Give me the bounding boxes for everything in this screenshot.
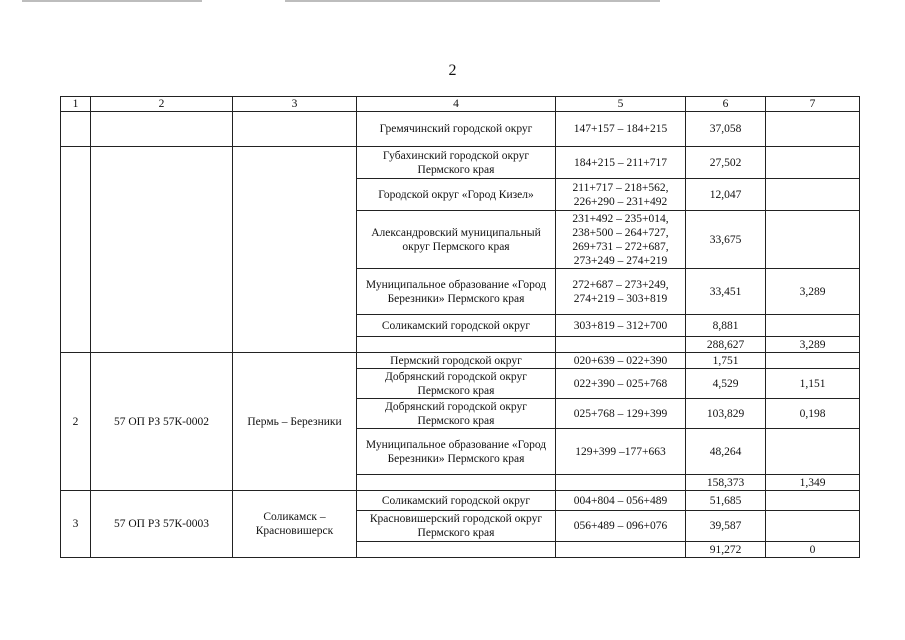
km-range-cell: 211+717 – 218+562, 226+290 – 231+492 [556, 179, 686, 211]
km-range-cell: 184+215 – 211+717 [556, 147, 686, 179]
number-cell [61, 147, 91, 353]
extra-length-cell [766, 112, 860, 147]
km-range-cell [556, 337, 686, 353]
length-cell: 39,587 [686, 511, 766, 542]
header-cell: 5 [556, 97, 686, 112]
km-range-cell: 272+687 – 273+249, 274+219 – 303+819 [556, 269, 686, 315]
scan-top-line-left [22, 0, 202, 2]
district-cell: Муниципальное образование «Город Березники» Пермского края [357, 269, 556, 315]
table-row [61, 491, 860, 511]
district-cell [357, 475, 556, 491]
length-cell: 1,751 [686, 353, 766, 369]
road-code-cell: 57 ОП РЗ 57К-0002 [91, 353, 233, 491]
road-code-cell [91, 112, 233, 147]
header-cell: 3 [233, 97, 357, 112]
length-cell: 27,502 [686, 147, 766, 179]
extra-length-cell [766, 491, 860, 511]
extra-length-cell [766, 429, 860, 475]
km-range-cell [556, 542, 686, 558]
extra-length-cell [766, 211, 860, 269]
road-name-cell [233, 147, 357, 353]
length-cell: 33,451 [686, 269, 766, 315]
subtotal-length-cell: 288,627 [686, 337, 766, 353]
header-cell: 6 [686, 97, 766, 112]
road-code-cell: 57 ОП РЗ 57К-0003 [91, 491, 233, 558]
extra-length-cell [766, 147, 860, 179]
road-code-cell [91, 147, 233, 353]
length-cell: 8,881 [686, 315, 766, 337]
district-cell: Добрянский городской округ Пермского края [357, 369, 556, 399]
km-range-cell [556, 475, 686, 491]
district-cell: Александровский муниципальный округ Пермского края [357, 211, 556, 269]
length-cell: 37,058 [686, 112, 766, 147]
road-table [60, 96, 860, 558]
road-name-cell: Соликамск – Красновишерск [233, 491, 357, 558]
km-range-cell: 129+399 –177+663 [556, 429, 686, 475]
number-cell [61, 112, 91, 147]
km-range-cell: 025+768 – 129+399 [556, 399, 686, 429]
km-range-cell: 303+819 – 312+700 [556, 315, 686, 337]
length-cell: 4,529 [686, 369, 766, 399]
number-cell: 3 [61, 491, 91, 558]
district-cell [357, 542, 556, 558]
length-cell: 33,675 [686, 211, 766, 269]
subtotal-length-cell: 91,272 [686, 542, 766, 558]
district-cell: Соликамский городской округ [357, 315, 556, 337]
table-row [61, 353, 860, 369]
header-cell: 1 [61, 97, 91, 112]
extra-length-cell [766, 511, 860, 542]
extra-length-cell: 1,151 [766, 369, 860, 399]
header-cell: 2 [91, 97, 233, 112]
scan-top-line-right [285, 0, 660, 2]
number-cell: 2 [61, 353, 91, 491]
length-cell: 103,829 [686, 399, 766, 429]
district-cell: Гремячинский городской округ [357, 112, 556, 147]
subtotal-extra-cell: 0 [766, 542, 860, 558]
km-range-cell: 147+157 – 184+215 [556, 112, 686, 147]
km-range-cell: 056+489 – 096+076 [556, 511, 686, 542]
road-name-cell [233, 112, 357, 147]
extra-length-cell [766, 315, 860, 337]
km-range-cell: 020+639 – 022+390 [556, 353, 686, 369]
extra-length-cell: 0,198 [766, 399, 860, 429]
extra-length-cell [766, 179, 860, 211]
district-cell: Красновишерский городской округ Пермского края [357, 511, 556, 542]
header-cell: 7 [766, 97, 860, 112]
km-range-cell: 231+492 – 235+014, 238+500 – 264+727, 269+731 – 272+687, 273+249 – 274+219 [556, 211, 686, 269]
page-number: 2 [448, 62, 457, 79]
subtotal-extra-cell: 1,349 [766, 475, 860, 491]
km-range-cell: 004+804 – 056+489 [556, 491, 686, 511]
header-cell: 4 [357, 97, 556, 112]
table-row [61, 147, 860, 179]
district-cell: Пермский городской округ [357, 353, 556, 369]
table-row [61, 112, 860, 147]
road-name-cell: Пермь – Березники [233, 353, 357, 491]
length-cell: 12,047 [686, 179, 766, 211]
district-cell [357, 337, 556, 353]
table-header-row [61, 97, 860, 112]
km-range-cell: 022+390 – 025+768 [556, 369, 686, 399]
extra-length-cell: 3,289 [766, 269, 860, 315]
district-cell: Городской округ «Город Кизел» [357, 179, 556, 211]
district-cell: Соликамский городской округ [357, 491, 556, 511]
length-cell: 51,685 [686, 491, 766, 511]
extra-length-cell [766, 353, 860, 369]
subtotal-extra-cell: 3,289 [766, 337, 860, 353]
district-cell: Муниципальное образование «Город Березники» Пермского края [357, 429, 556, 475]
district-cell: Губахинский городской округ Пермского края [357, 147, 556, 179]
length-cell: 48,264 [686, 429, 766, 475]
district-cell: Добрянский городской округ Пермского края [357, 399, 556, 429]
subtotal-length-cell: 158,373 [686, 475, 766, 491]
